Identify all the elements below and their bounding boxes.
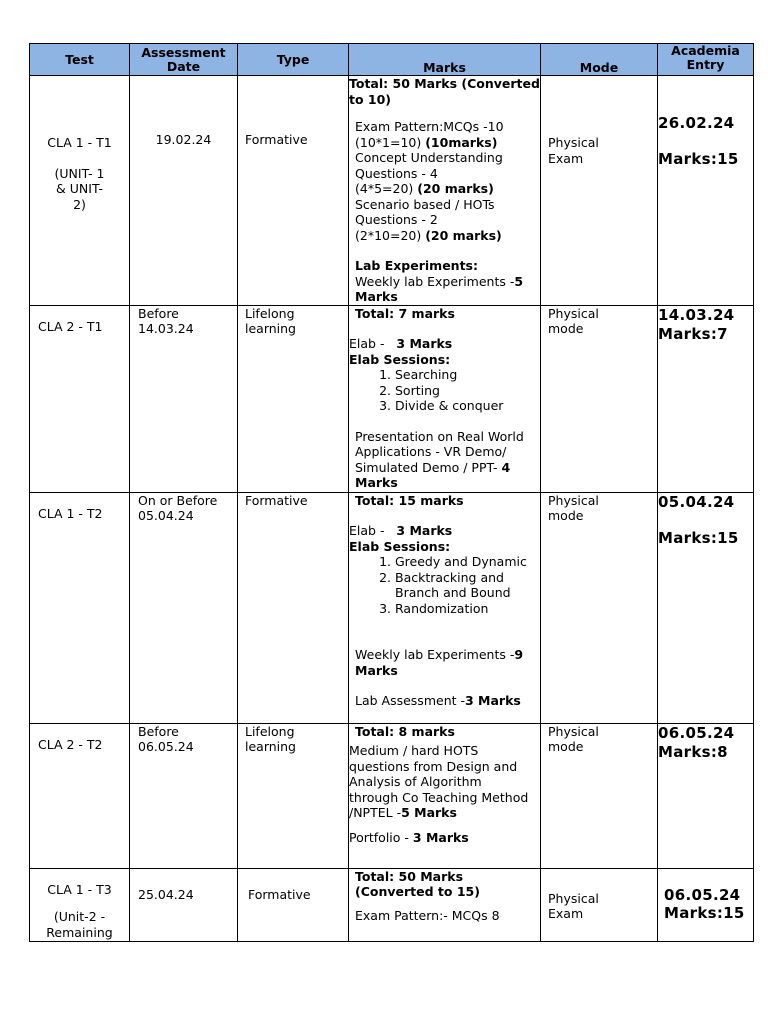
marks-total: Total: 50 Marks (Converted to 15): [355, 868, 480, 899]
elab-sessions-list: [349, 554, 540, 616]
marks-cell: [349, 868, 541, 941]
list-item: 1. Greedy and Dynamic: [395, 554, 532, 570]
entry-date: 05.04.24: [658, 492, 735, 511]
assessment-type: Lifelong learning: [245, 305, 296, 336]
marks-line: (10*1=10) (10marks): [355, 134, 498, 150]
table-row: [30, 492, 754, 723]
type-cell: [238, 492, 349, 723]
entry-cell: [658, 868, 754, 941]
table-row: [30, 305, 754, 492]
elab-sessions-heading: Elab Sessions:: [349, 538, 451, 554]
hots-line: Medium / hard HOTS questions from Design and Analysis of Algorithm through Co Teaching Method /NPTEL -5 Marks: [349, 743, 529, 820]
test-cell: [30, 868, 130, 941]
header-assessment-date: Assessment Date: [130, 44, 238, 76]
test-cell: [30, 492, 130, 723]
mode-cell: [541, 868, 658, 941]
entry-cell: [658, 76, 754, 306]
assessment-mode: Physical mode: [548, 492, 599, 523]
assessment-type: Formative: [245, 132, 308, 147]
elab-sessions-list: [349, 367, 540, 414]
date-cell: [130, 492, 238, 723]
elab-line: Elab - 3 Marks: [349, 523, 453, 538]
mode-cell: [541, 76, 658, 306]
test-name: CLA 2 - T1: [38, 318, 103, 334]
type-cell: [238, 76, 349, 306]
test-name: CLA 2 - T2: [38, 736, 103, 752]
assessment-type: Lifelong learning: [245, 723, 296, 754]
test-cell: [30, 76, 130, 306]
test-units: (UNIT- 1 & UNIT- 2): [54, 165, 105, 212]
entry-marks: Marks:15: [664, 903, 745, 922]
presentation-line: Presentation on Real World Applications - VR Demo/ Simulated Demo / PPT- 4 Marks: [355, 428, 524, 490]
date-cell: [130, 723, 238, 868]
mode-cell: [541, 492, 658, 723]
assessment-type: Formative: [248, 886, 311, 902]
date-cell: [130, 868, 238, 941]
list-item: 2. Sorting: [395, 383, 540, 399]
assessment-mode: Physical mode: [548, 723, 599, 754]
mode-cell: [541, 723, 658, 868]
entry-cell: [658, 723, 754, 868]
weekly-lab-line: Weekly lab Experiments -9 Marks: [355, 647, 524, 678]
assessment-mode: Physical Exam: [548, 135, 599, 166]
date-cell: [130, 305, 238, 492]
assessment-mode: Physical Exam: [548, 890, 599, 921]
entry-marks: Marks:7: [658, 324, 728, 343]
type-cell: [238, 305, 349, 492]
list-item: 3. Randomization: [395, 601, 532, 617]
marks-line: (2*10=20) (20 marks): [355, 227, 502, 243]
test-units: (Unit-2 -Remaining: [46, 909, 113, 940]
type-cell: [238, 868, 349, 941]
table-row: [30, 723, 754, 868]
entry-cell: [658, 492, 754, 723]
marks-total: Total: 15 marks: [355, 492, 464, 508]
assessment-date: 19.02.24: [155, 132, 212, 147]
table-row: [30, 76, 754, 306]
entry-marks: Marks:15: [658, 150, 739, 168]
portfolio-line: Portfolio - 3 Marks: [349, 829, 469, 845]
entry-marks: Marks:8: [658, 742, 728, 761]
elab-sessions-heading: Elab Sessions:: [349, 351, 451, 367]
lab-assessment-line: Lab Assessment -3 Marks: [355, 693, 521, 708]
elab-line: Elab - 3 Marks: [349, 336, 453, 351]
header-type: Type: [238, 44, 349, 76]
list-item: 1. Searching: [395, 367, 540, 383]
marks-total: Total: 50 Marks (Converted to 10): [349, 76, 540, 107]
entry-date: 06.05.24: [664, 885, 741, 904]
marks-cell: [349, 305, 541, 492]
test-cell: [30, 305, 130, 492]
mode-cell: [541, 305, 658, 492]
entry-date: 06.05.24: [658, 723, 735, 742]
exam-pattern-line: Exam Pattern:- MCQs 8: [355, 907, 500, 923]
marks-line: Scenario based / HOTs Questions - 2: [355, 196, 495, 227]
marks-cell: [349, 723, 541, 868]
header-marks: Marks: [349, 44, 541, 76]
lab-heading: Lab Experiments:: [355, 258, 478, 273]
marks-cell: [349, 76, 541, 306]
entry-marks: Marks:15: [658, 528, 739, 547]
header-row: [30, 44, 754, 76]
test-name: CLA 1 - T3: [47, 881, 112, 897]
header-test: Test: [30, 44, 130, 76]
assessment-table: [29, 43, 754, 942]
list-item: 3. Divide & conquer: [395, 398, 540, 414]
type-cell: [238, 723, 349, 868]
marks-total: Total: 8 marks: [355, 723, 455, 739]
entry-cell: [658, 305, 754, 492]
test-name: CLA 1 - T2: [38, 505, 103, 521]
marks-line: Weekly lab Experiments -5 Marks: [355, 273, 524, 304]
entry-date: 14.03.24: [658, 305, 735, 324]
date-cell: [130, 76, 238, 306]
list-item: 2. Backtracking and Branch and Bound: [395, 570, 532, 601]
assessment-date: Before 06.05.24: [138, 723, 194, 754]
table-row: [30, 868, 754, 941]
marks-line: (4*5=20) (20 marks): [355, 181, 494, 196]
header-academia-entry: Academia Entry: [658, 44, 754, 76]
assessment-mode: Physical mode: [548, 305, 599, 336]
marks-line: Exam Pattern:MCQs -10: [355, 119, 504, 134]
marks-total: Total: 7 marks: [355, 305, 455, 321]
assessment-date: 25.04.24: [138, 886, 194, 902]
marks-line: Concept Understanding Questions - 4: [355, 150, 503, 181]
assessment-date: On or Before 05.04.24: [138, 492, 218, 523]
test-name: CLA 1 - T1: [47, 135, 112, 150]
assessment-type: Formative: [245, 492, 308, 508]
entry-date: 26.02.24: [658, 114, 735, 132]
header-mode: Mode: [541, 44, 658, 76]
test-cell: [30, 723, 130, 868]
marks-cell: [349, 492, 541, 723]
assessment-date: Before 14.03.24: [138, 305, 194, 336]
